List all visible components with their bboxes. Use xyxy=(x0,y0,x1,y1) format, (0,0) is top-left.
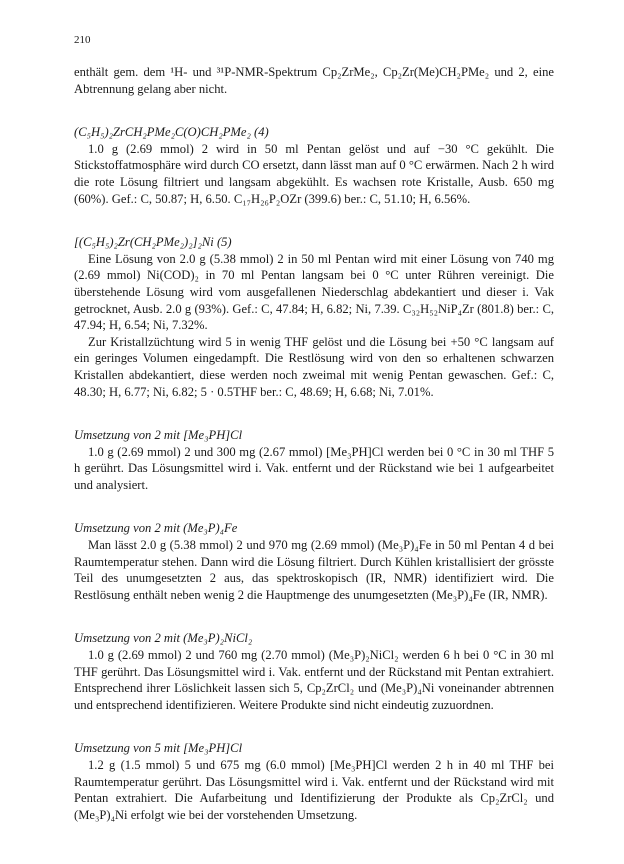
section-paragraph: 1.0 g (2.69 mmol) 2 wird in 50 ml Pentan gelöst und auf −30 °C gekühlt. Die Stickstoffatmosphäre wird durch CO ersetzt, dann lässt man auf 0 °C erwärmen. Nach 2 h wird die rote Lösung filtriert und langsam abgekühlt. Es wachsen rote Kristalle, Ausb. 650 mg (60%). Gef.: C, 50.87; H, 6.50. C₁₇H₂₆P₂OZr (399.6) ber.: C, 51.10; H, 6.56%. xyxy=(74,141,554,206)
section-heading-compound-4: (C₅H₅)₂ZrCH₂PMe₂C(O)CH₂PMe₂ (4) xyxy=(74,125,269,140)
section-paragraph: 1.0 g (2.69 mmol) 2 und 300 mg (2.67 mmol) [Me₃PH]Cl werden bei 0 °C in 30 ml THF 5 h gerührt. Das Lösungsmittel wird i. Vak. entfernt und der Rückstand wie bei 1 aufgearbeitet und analysiert. xyxy=(74,444,554,492)
section-paragraph: Eine Lösung von 2.0 g (5.38 mmol) 2 in 50 ml Pentan wird mit einer Lösung von 740 mg (2.69 mmol) Ni(COD)₂ in 70 ml Pentan langsam bei 0 °C unter Rühren vereinigt. Die überstehende Lösung wird vom ausgefallenen Niederschlag abdekantiert und dieser i. Vak getrocknet, Ausb. 2.0 g (93%). Gef.: C, 47.84; H, 6.82; Ni, 7.39. C₃₂H₅₂NiP₄Zr (801.8) ber.: C, 47.94; H, 6.54; Ni, 7.32%. xyxy=(74,251,554,333)
page-body xyxy=(74,64,554,823)
section-heading-compound-5: [(C₅H₅)₂Zr(CH₂PMe₂)₂]₂Ni (5) xyxy=(74,235,232,250)
section-paragraph: Zur Kristallzüchtung wird 5 in wenig THF gelöst und die Lösung bei +50 °C langsam auf ein geringes Volumen eingedampft. Die Restlösung wird von den so erhaltenen schwarzen Kristallen abdekantiert, diese werden noch zweimal mit wenig Pentan gewaschen. Gef.: C, 48.30; H, 6.77; Ni, 6.82; 5 · 0.5THF ber.: C, 48.69; H, 6.68; Ni, 7.01%. xyxy=(74,334,554,399)
section-paragraph: Man lässt 2.0 g (5.38 mmol) 2 und 970 mg (2.69 mmol) (Me₃P)₄Fe in 50 ml Pentan 4 d bei Raumtemperatur stehen. Dann wird die Lösung filtriert. Durch Kühlen kristallisiert der grösste Teil des unumgesetzten 2 aus, das spektroskopisch (IR, NMR) identifiziert wird. Die Restlösung enthält neben wenig 2 die Hauptmenge des unumgesetzten (Me₃P)₄Fe (IR, NMR). xyxy=(74,538,554,602)
section-heading-reaction-nicl2: Umsetzung von 2 mit (Me₃P)₂NiCl₂ xyxy=(74,631,253,646)
intro-paragraph: enthält gem. dem ¹H- und ³¹P-NMR-Spektrum Cp₂ZrMe₂, Cp₂Zr(Me)CH₂PMe₂ und 2, eine Abtrennung gelang aber nicht. xyxy=(74,65,554,96)
section-heading-reaction-fe: Umsetzung von 2 mit (Me₃P)₄Fe xyxy=(74,521,238,536)
section-paragraph: 1.0 g (2.69 mmol) 2 und 760 mg (2.70 mmol) (Me₃P)₂NiCl₂ werden 6 h bei 0 °C in 30 ml THF gerührt. Das Lösungsmittel wird i. Vak. entfernt und der Rückstand mit Pentan extrahiert. Entsprechend ihrer Löslichkeit lassen sich 5, Cp₂ZrCl₂ und (Me₃P)₄Ni voneinander abtrennen und entsprechend identifizieren. Weitere Produkte sind nicht eindeutig zuzuordnen. xyxy=(74,648,554,712)
section-paragraph: 1.2 g (1.5 mmol) 5 und 675 mg (6.0 mmol) [Me₃PH]Cl werden 2 h in 40 ml THF bei Raumtemperatur gerührt. Das Lösungsmittel wird i. Vak. entfernt und der Rückstand wird mit Pentan extrahiert. Die Aufarbeitung und Identifizierung der Produkte als Cp₂ZrCl₂ und (Me₃P)₄Ni erfolgt wie bei der vorstehenden Umsetzung. xyxy=(74,758,554,822)
section-heading-reaction-me3phcl: Umsetzung von 2 mit [Me₃PH]Cl xyxy=(74,428,243,443)
section-heading-reaction-5-me3phcl: Umsetzung von 5 mit [Me₃PH]Cl xyxy=(74,741,243,756)
page-number: 210 xyxy=(74,34,91,46)
